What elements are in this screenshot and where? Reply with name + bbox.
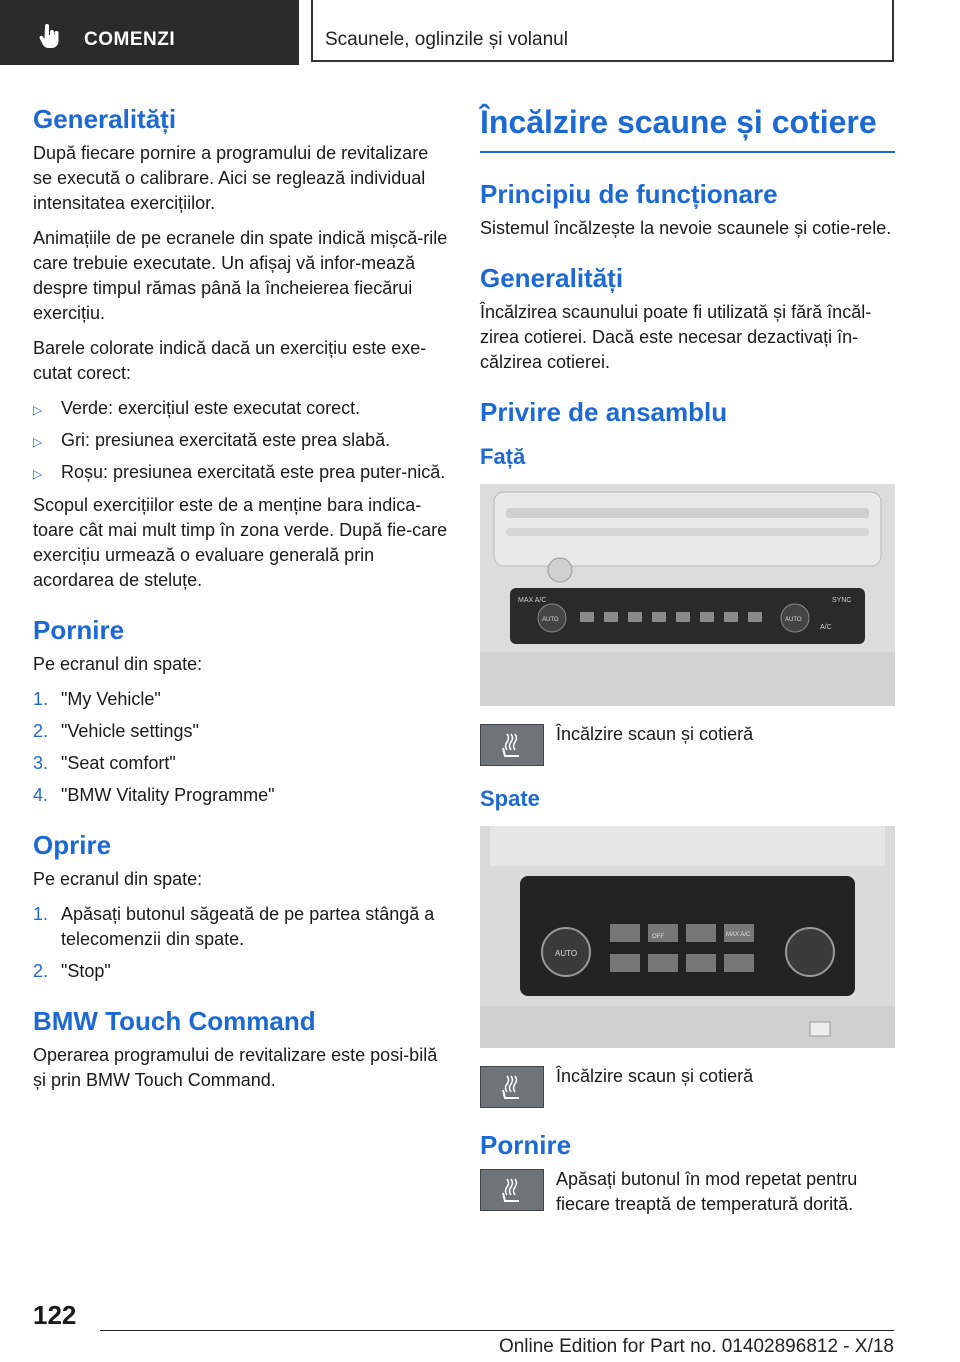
left-column [33, 104, 448, 1103]
paragraph: Animațiile de pe ecranele din spate indică mișcă-rile care trebuie executate. Un afișaj vă infor-mează despre timpul rămas până la încheierea fiecărui exercițiu. [33, 228, 448, 323]
triangle-bullet-icon: ▷ [33, 403, 43, 417]
panel-label-off: OFF [652, 934, 664, 940]
list-item: 2. "Vehicle settings" [33, 721, 199, 741]
seat-heating-icon [501, 1074, 523, 1100]
icon-caption: Încălzire scaun și cotieră [556, 1066, 754, 1086]
footer-text: Online Edition for Part no. 01402896812 - X/18 [498, 1336, 894, 1357]
seat-heating-icon [501, 1177, 523, 1203]
seat-heating-start-row [480, 1167, 895, 1217]
icon-caption: Încălzire scaun și cotieră [556, 724, 754, 744]
chapter-heading: Încălzire scaune și cotiere [480, 104, 895, 153]
paragraph: Apăsați butonul în mod repetat pentru fiecare treaptă de temperatură dorită. [556, 1169, 858, 1214]
heading-oprire: Oprire [33, 830, 112, 860]
list-item: ▷ Gri: presiunea exercitată este prea slabă. [33, 428, 448, 453]
bullet-list [33, 396, 448, 485]
seat-heating-rear-row [480, 1064, 895, 1108]
page-number: 122 [33, 1300, 77, 1330]
front-climate-panel-photo [480, 484, 895, 706]
panel-label-max-ac: MAX A/C [518, 597, 547, 604]
triangle-bullet-icon: ▷ [33, 435, 43, 449]
seat-heating-icon [501, 732, 523, 758]
chapter-label: COMENZI [84, 29, 176, 50]
triangle-bullet-icon: ▷ [33, 467, 43, 481]
subheading-fata: Față [480, 444, 526, 469]
list-item: 1. Apăsați butonul săgeată de pe partea stângă a telecomenzii din spate. [33, 904, 435, 949]
heading-principiu: Principiu de funcționare [480, 179, 778, 209]
panel-label-auto-right: AUTO [785, 617, 802, 623]
heading-pornire: Pornire [33, 615, 125, 645]
panel-label-auto-left: AUTO [542, 617, 559, 623]
list-item: 3. "Seat comfort" [33, 753, 176, 773]
heading-pornire: Pornire [480, 1130, 572, 1160]
numbered-list [33, 902, 448, 984]
seat-heating-button[interactable] [480, 724, 544, 766]
paragraph: Scopul exercițiilor este de a menține bara indica-toare cât mai mult timp în zona verde. După fie-care exercițiu urmează o evaluare generală prin acordarea de steluțe. [33, 495, 448, 590]
list-item: 2. "Stop" [33, 961, 111, 981]
panel-label-ac: A/C [820, 624, 832, 631]
panel-label-sync: SYNC [832, 597, 852, 604]
seat-heating-button[interactable] [480, 1066, 544, 1108]
paragraph: Sistemul încălzește la nevoie scaunele și cotie-rele. [480, 218, 892, 238]
list-item: 1. "My Vehicle" [33, 689, 161, 709]
heading-ansamblu: Privire de ansamblu [480, 397, 728, 427]
section-title: Scaunele, oglinzile și volanul [325, 29, 568, 50]
footer-divider [100, 1330, 894, 1331]
paragraph: Pe ecranul din spate: [33, 654, 203, 674]
seat-heating-button[interactable] [480, 1169, 544, 1211]
list-item: 4. "BMW Vitality Programme" [33, 785, 275, 805]
hand-pointer-icon [38, 24, 62, 50]
paragraph: Barele colorate indică dacă un exercițiu este exe-cutat corect: [33, 338, 427, 383]
list-item: ▷ Verde: exercițiul este executat corect. [33, 396, 448, 421]
numbered-list [33, 687, 448, 808]
paragraph: Pe ecranul din spate: [33, 869, 203, 889]
paragraph: După fiecare pornire a programului de revitalizare se execută o calibrare. Aici se reglează individual intensitatea exercițiilor. [33, 143, 429, 213]
panel-label-auto: AUTO [555, 949, 578, 958]
right-column [480, 104, 895, 1237]
chapter-tab[interactable] [0, 0, 299, 65]
subheading-spate: Spate [480, 786, 540, 811]
heading-generalitati: Generalități [480, 263, 624, 293]
paragraph: Încălzirea scaunului poate fi utilizată și fără încăl-zirea cotierei. Dacă este necesar dezactivați în-călzirea cotierei. [480, 302, 872, 372]
rear-climate-panel-photo [480, 826, 895, 1048]
heading-touch-command: BMW Touch Command [33, 1006, 316, 1036]
paragraph: Operarea programului de revitalizare este posi-bilă și prin BMW Touch Command. [33, 1045, 438, 1090]
seat-heating-front-row [480, 722, 895, 766]
list-item: ▷ Roșu: presiunea exercitată este prea puter-nică. [33, 460, 448, 485]
section-header [311, 0, 894, 62]
panel-label-max-ac: MAX A/C [726, 932, 751, 938]
heading-generalitati: Generalități [33, 104, 177, 134]
